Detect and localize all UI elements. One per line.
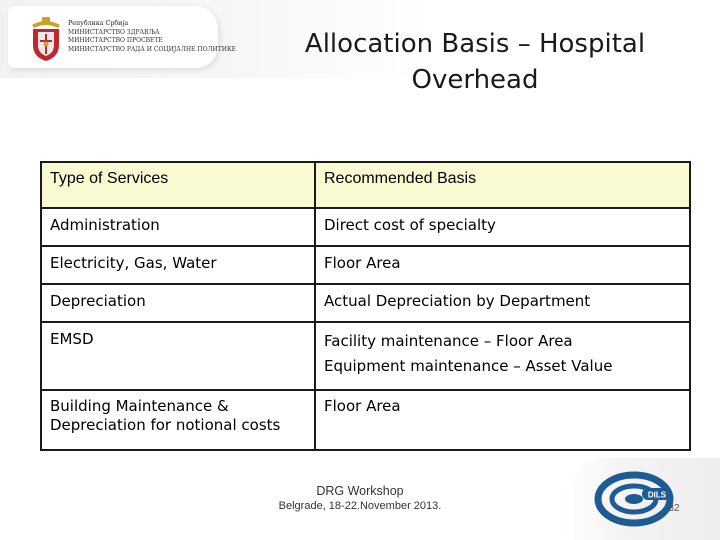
basis-cell: Floor Area xyxy=(315,390,690,450)
basis-cell: Actual Depreciation by Department xyxy=(315,284,690,322)
service-type-cell: EMSD xyxy=(41,322,315,390)
ministry-name: МИНИСТАРСТВО РАДА И СОЦИЈАЛНЕ ПОЛИТИКЕ xyxy=(68,45,236,53)
table-row xyxy=(41,208,690,246)
table-row xyxy=(41,284,690,322)
basis-line: Facility maintenance – Floor Area xyxy=(324,332,573,350)
slide-title xyxy=(290,26,660,98)
ministry-name: МИНИСТАРСТВО ПРОСВЕТЕ xyxy=(68,37,163,44)
page-number: 32 xyxy=(668,503,680,514)
table-header-row xyxy=(41,162,690,208)
table-row xyxy=(41,390,690,450)
ministry-names xyxy=(68,20,236,54)
slide-title-line: Allocation Basis – Hospital xyxy=(304,29,646,59)
column-header-basis: Recommended Basis xyxy=(315,162,690,208)
column-header-type: Type of Services xyxy=(41,162,315,208)
service-type-cell xyxy=(41,390,315,450)
basis-cell: Direct cost of specialty xyxy=(315,208,690,246)
allocation-basis-table xyxy=(40,161,691,451)
table-row xyxy=(41,322,690,390)
service-type-cell: Electricity, Gas, Water xyxy=(41,246,315,284)
table-row xyxy=(41,246,690,284)
country-name: Република Србија xyxy=(68,20,129,27)
ministry-name: МИНИСТАРСТВО ЗДРАВЉА xyxy=(68,28,160,36)
service-type-cell: Administration xyxy=(41,208,315,246)
service-type-cell: Depreciation xyxy=(41,284,315,322)
serbian-coat-of-arms-icon xyxy=(28,15,64,63)
workshop-dates: Belgrade, 18-22.November 2013. xyxy=(278,500,442,512)
logo-text: DILS xyxy=(647,490,667,500)
footer xyxy=(270,484,450,513)
basis-cell xyxy=(315,322,690,390)
workshop-name: DRG Workshop xyxy=(316,484,404,498)
basis-cell: Floor Area xyxy=(315,246,690,284)
basis-line: Equipment maintenance – Asset Value xyxy=(324,357,613,375)
ministry-logo-block xyxy=(8,6,236,68)
service-type-line: Building Maintenance & xyxy=(50,397,229,415)
dils-logo-icon xyxy=(592,468,684,530)
slide-title-line: Overhead xyxy=(411,65,539,95)
service-type-line: Depreciation for notional costs xyxy=(50,416,281,434)
